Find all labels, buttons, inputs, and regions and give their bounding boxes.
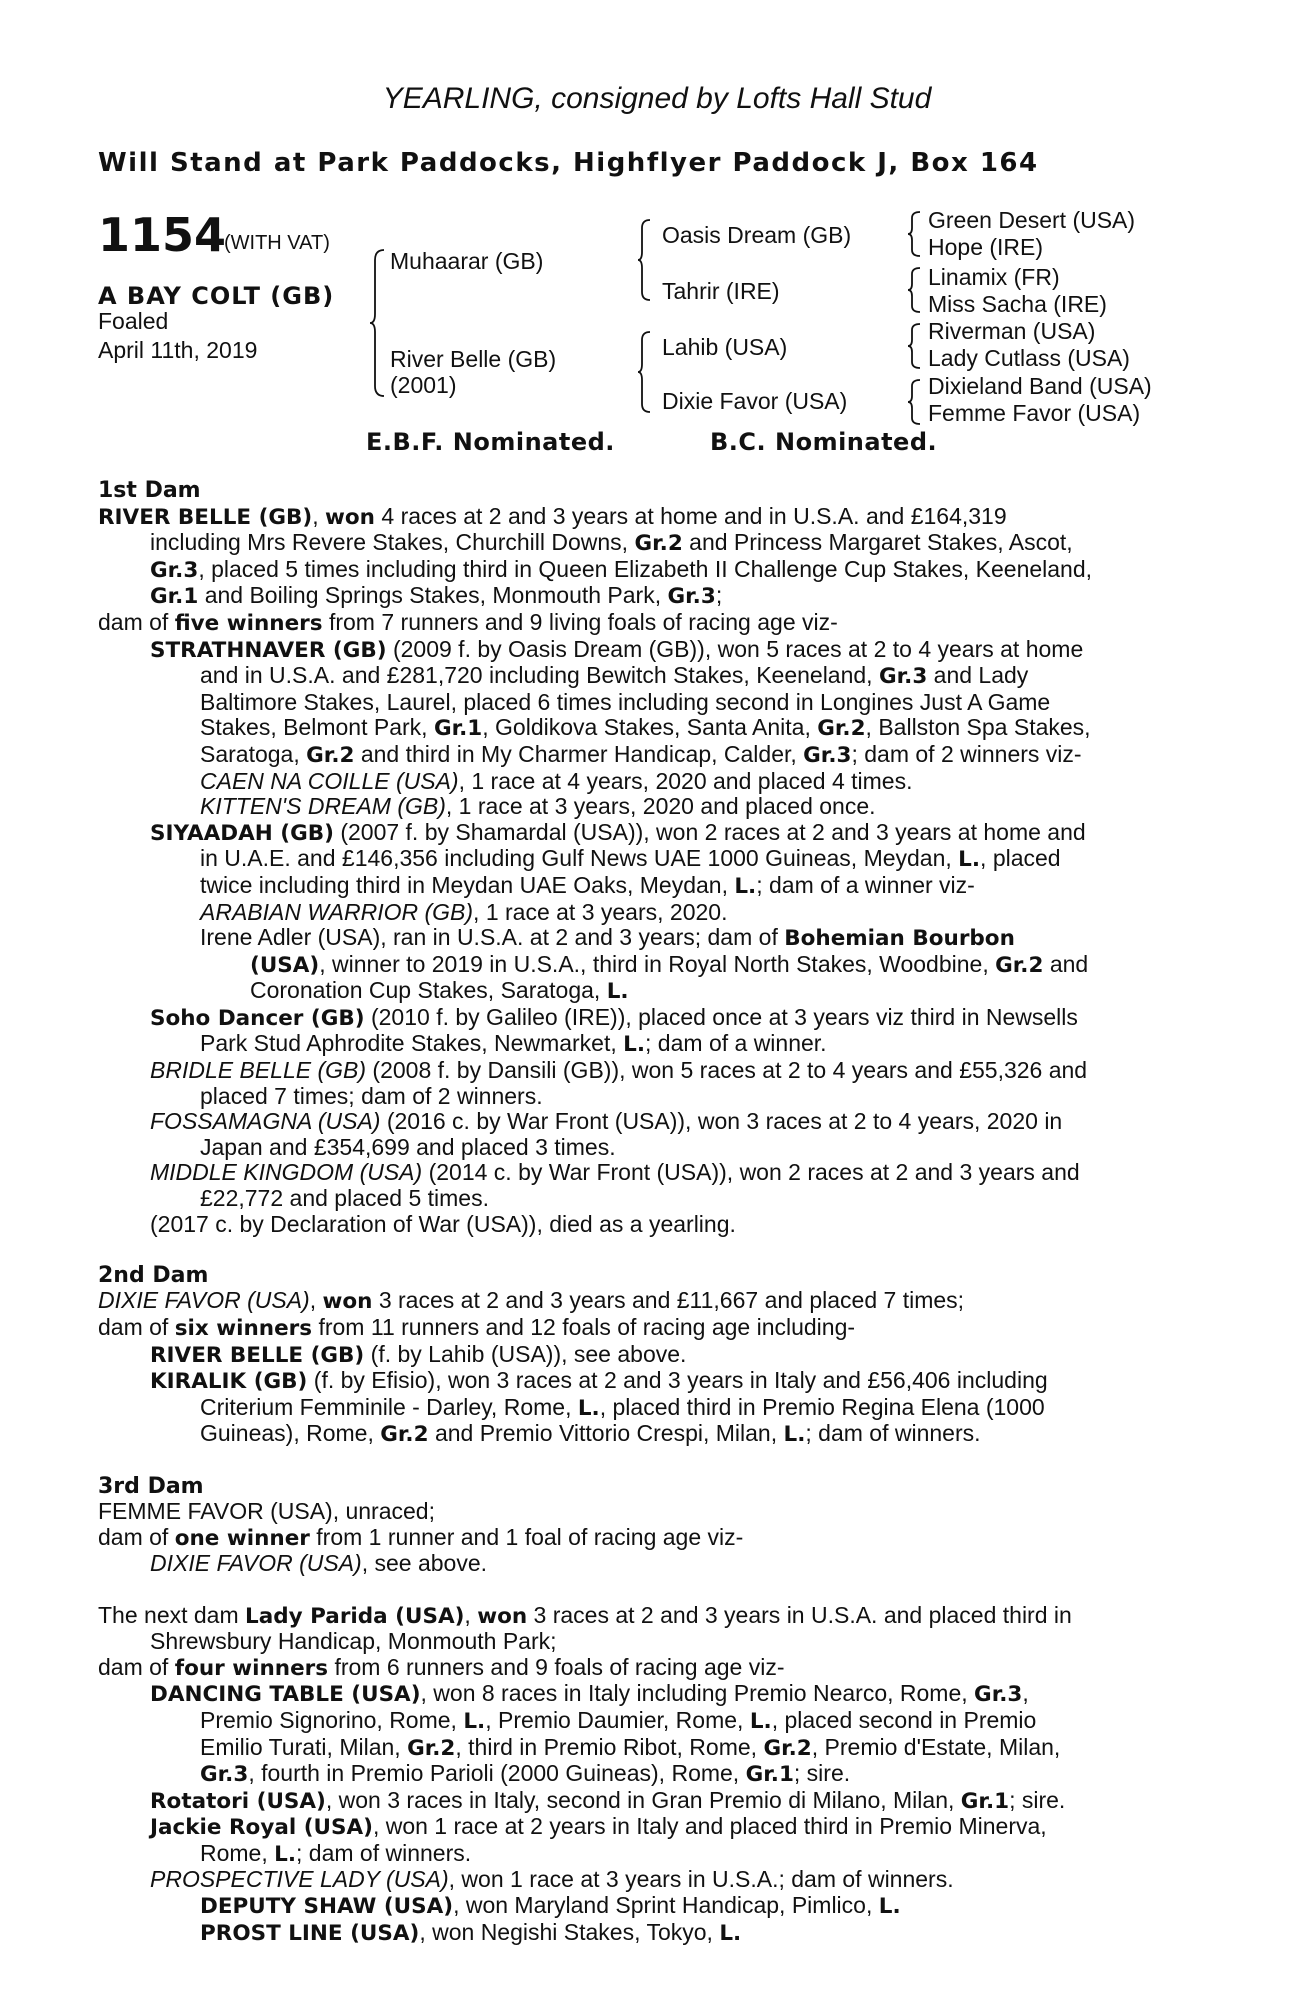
body-line: placed 7 times; dam of 2 winners. — [200, 1082, 543, 1109]
body-line: FOSSAMAGNA (USA) (2016 c. by War Front (USA)), won 3 races at 2 to 4 years, 2020 in — [150, 1108, 1063, 1135]
body-line: KITTEN'S DREAM (GB), 1 race at 3 years, 2020 and placed once. — [200, 793, 876, 820]
body-line: Irene Adler (USA), ran in U.S.A. at 2 and 3 years; dam of Bohemian Bourbon — [200, 924, 1015, 952]
ped-sdd: Miss Sacha (IRE) — [928, 291, 1107, 317]
body-line: Premio Signorino, Rome, L., Premio Daumier, Rome, L., placed second in Premio — [200, 1706, 1037, 1734]
body-line: RIVER BELLE (GB), won 4 races at 2 and 3 years at home and in U.S.A. and £164,319 — [98, 502, 1007, 530]
body-line: Rome, L.; dam of winners. — [200, 1839, 472, 1867]
body-line: STRATHNAVER (GB) (2009 f. by Oasis Dream (GB)), won 5 races at 2 to 4 years at home — [150, 635, 1084, 663]
third-dam-heading: 3rd Dam — [98, 1473, 204, 1499]
ebf-nomination: E.B.F. Nominated. — [366, 428, 615, 456]
body-line: and in U.S.A. and £281,720 including Bewitch Stakes, Keeneland, Gr.3 and Lady — [200, 662, 1029, 690]
body-line: DIXIE FAVOR (USA), see above. — [150, 1550, 488, 1577]
body-line: SIYAADAH (GB) (2007 f. by Shamardal (USA)), won 2 races at 2 and 3 years at home and — [150, 818, 1086, 846]
ped-dss: Riverman (USA) — [928, 318, 1096, 344]
body-line: DANCING TABLE (USA), won 8 races in Italy including Premio Nearco, Rome, Gr.3, — [150, 1680, 1029, 1708]
body-line: BRIDLE BELLE (GB) (2008 f. by Dansili (GB)), won 5 races at 2 to 4 years and £55,326 and — [150, 1057, 1088, 1084]
body-line: Soho Dancer (GB) (2010 f. by Galileo (IRE)), placed once at 3 years viz third in Newsells — [150, 1003, 1078, 1031]
body-line: dam of five winners from 7 runners and 9 living foals of racing age viz- — [98, 608, 838, 636]
body-line: (2017 c. by Declaration of War (USA)), died as a yearling. — [150, 1210, 736, 1237]
body-line: KIRALIK (GB) (f. by Efisio), won 3 races at 2 and 3 years in Italy and £56,406 including — [150, 1367, 1048, 1395]
bc-nomination: B.C. Nominated. — [710, 428, 938, 456]
body-line: in U.A.E. and £146,356 including Gulf News UAE 1000 Guineas, Meydan, L., placed — [200, 845, 1061, 873]
body-line: MIDDLE KINGDOM (USA) (2014 c. by War Front (USA)), won 2 races at 2 and 3 years and — [150, 1159, 1080, 1186]
vat-note: (WITH VAT) — [224, 232, 330, 254]
lot-number: 1154 — [98, 208, 227, 262]
dam-dam: Dixie Favor (USA) — [662, 388, 848, 414]
body-line: CAEN NA COILLE (USA), 1 race at 4 years, 2020 and placed 4 times. — [200, 767, 913, 794]
body-line: dam of four winners from 6 runners and 9 foals of racing age viz- — [98, 1653, 785, 1681]
body-line: Park Stud Aphrodite Stakes, Newmarket, L.; dam of a winner. — [200, 1030, 827, 1058]
body-line: DEPUTY SHAW (USA), won Maryland Sprint Handicap, Pimlico, L. — [200, 1892, 901, 1920]
sire-dam: Tahrir (IRE) — [662, 278, 780, 304]
body-line: dam of six winners from 11 runners and 12 foals of racing age including- — [98, 1314, 856, 1341]
dam-sire: Lahib (USA) — [662, 334, 788, 360]
body-line: ARABIAN WARRIOR (GB), 1 race at 3 years, 2020. — [200, 898, 728, 925]
body-line: Emilio Turati, Milan, Gr.2, third in Premio Ribot, Rome, Gr.2, Premio d'Estate, Milan, — [200, 1733, 1061, 1761]
first-dam-heading: 1st Dam — [98, 478, 201, 503]
body-line: Guineas), Rome, Gr.2 and Premio Vittorio Crespi, Milan, L.; dam of winners. — [200, 1420, 981, 1448]
sire-dam-brace — [370, 248, 386, 398]
body-line: Rotatori (USA), won 3 races in Italy, second in Gran Premio di Milano, Milan, Gr.1; sire. — [150, 1786, 1066, 1814]
sire-parents-brace — [638, 218, 652, 302]
body-line: Shrewsbury Handicap, Monmouth Park; — [150, 1628, 557, 1655]
stand-location: Will Stand at Park Paddocks, Highflyer Paddock J, Box 164 — [98, 148, 1039, 178]
body-line: RIVER BELLE (GB) (f. by Lahib (USA)), see above. — [150, 1340, 687, 1368]
body-line: PROST LINE (USA), won Negishi Stakes, Tokyo, L. — [200, 1918, 742, 1946]
ped-ssd: Hope (IRE) — [928, 234, 1044, 260]
body-line: Jackie Royal (USA), won 1 race at 2 years in Italy and placed third in Premio Minerva, — [150, 1813, 1047, 1841]
horse-name: A BAY COLT (GB) — [98, 282, 335, 310]
foaled-label: Foaled — [98, 308, 169, 334]
body-line: Saratoga, Gr.2 and third in My Charmer Handicap, Calder, Gr.3; dam of 2 winners viz- — [200, 740, 1082, 768]
body-line: Baltimore Stakes, Laurel, placed 6 times including second in Longines Just A Game — [200, 688, 1051, 715]
body-line: dam of one winner from 1 runner and 1 foal of racing age viz- — [98, 1523, 744, 1551]
ss-brace — [908, 210, 922, 258]
body-line: The next dam Lady Parida (USA), won 3 races at 2 and 3 years in U.S.A. and placed third in — [98, 1601, 1072, 1629]
body-line: Gr.1 and Boiling Springs Stakes, Monmouth Park, Gr.3; — [150, 582, 723, 610]
catalogue-body — [98, 478, 1208, 1946]
dam-name: River Belle (GB) — [390, 346, 557, 372]
ped-dsd: Lady Cutlass (USA) — [928, 345, 1130, 371]
ped-dds: Dixieland Band (USA) — [928, 373, 1152, 399]
body-line: Gr.3, placed 5 times including third in Queen Elizabeth II Challenge Cup Stakes, Keeneland, — [150, 555, 1093, 583]
foaled-date: April 11th, 2019 — [98, 337, 258, 363]
body-line: (USA), winner to 2019 in U.S.A., third in Royal North Stakes, Woodbine, Gr.2 and — [250, 950, 1089, 978]
ped-ddd: Femme Favor (USA) — [928, 400, 1141, 426]
body-line: Stakes, Belmont Park, Gr.1, Goldikova Stakes, Santa Anita, Gr.2, Ballston Spa Stakes, — [200, 714, 1091, 742]
body-line: Coronation Cup Stakes, Saratoga, L. — [250, 977, 629, 1005]
dam-parents-brace — [638, 330, 652, 414]
body-line: DIXIE FAVOR (USA), won 3 races at 2 and 3 years and £11,667 and placed 7 times; — [98, 1287, 965, 1315]
body-line: FEMME FAVOR (USA), unraced; — [98, 1498, 435, 1525]
body-line: including Mrs Revere Stakes, Churchill Downs, Gr.2 and Princess Margaret Stakes, Ascot, — [150, 529, 1073, 557]
ped-sds: Linamix (FR) — [928, 264, 1060, 290]
body-line: PROSPECTIVE LADY (USA), won 1 race at 3 years in U.S.A.; dam of winners. — [150, 1866, 954, 1893]
dam-year: (2001) — [390, 372, 457, 398]
body-line: twice including third in Meydan UAE Oaks, Meydan, L.; dam of a winner viz- — [200, 871, 975, 899]
body-line: £22,772 and placed 5 times. — [200, 1185, 489, 1212]
ped-sss: Green Desert (USA) — [928, 207, 1136, 233]
dd-brace — [908, 378, 922, 426]
body-line: Criterium Femminile - Darley, Rome, L., placed third in Premio Regina Elena (1000 — [200, 1393, 1045, 1421]
ds-brace — [908, 322, 922, 370]
page-title: YEARLING, consigned by Lofts Hall Stud — [382, 82, 932, 115]
sire-sire: Oasis Dream (GB) — [662, 222, 852, 248]
second-dam-heading: 2nd Dam — [98, 1262, 209, 1288]
sd-brace — [908, 266, 922, 314]
sire-name: Muhaarar (GB) — [390, 248, 544, 274]
body-line: Japan and £354,699 and placed 3 times. — [200, 1133, 616, 1160]
body-line: Gr.3, fourth in Premio Parioli (2000 Guineas), Rome, Gr.1; sire. — [200, 1760, 851, 1788]
